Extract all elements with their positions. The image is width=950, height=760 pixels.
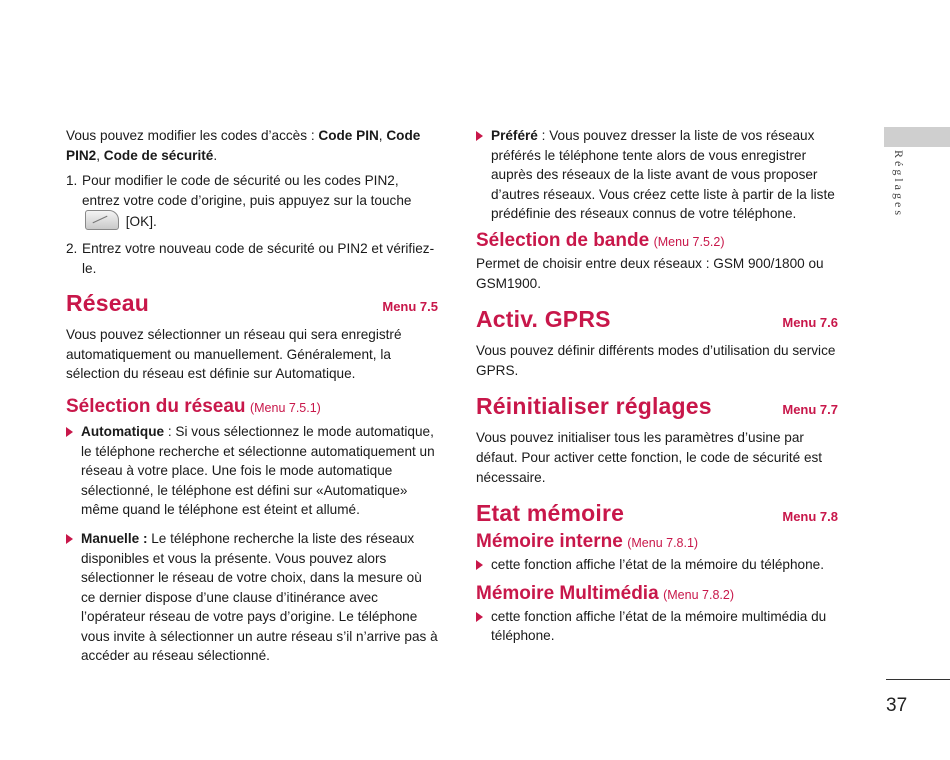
bullet-arrow-icon [66, 427, 73, 437]
selection-bande-description: Permet de choisir entre deux réseaux : GSM 900/1800 ou GSM1900. [476, 255, 824, 291]
reseau-description: Vous pouvez sélectionner un réseau qui sera enregistré automatiquement ou manuellement. Généralement, la sélection du réseau est définie sur Automatique. [66, 327, 402, 382]
bullet-automatique: Automatique : Si vous sélectionnez le mode automatique, le téléphone recherche et sélectionne automatiquement un réseau à votre place. Une fois le mode automatique sélectionné, le téléphone est défini sur «Automatique» même quand le téléphone est éteint et allumé. [66, 422, 438, 520]
left-column [66, 126, 438, 666]
bullet-memoire-interne: cette fonction affiche l’état de la mémoire du téléphone. [476, 555, 838, 575]
page-number: 37 [886, 695, 908, 716]
bullet-manuelle: Manuelle : Le téléphone recherche la liste des réseaux disponibles et vous la présente. Vous pouvez alors sélectionner le réseau de votre choix, dans la mesure où ce dernier dispose d’une clause d’itinérance avec l’opérateur réseau de votre pays d’origine. Le téléphone vous invite à sélectionner un autre réseau s’il n’arrive pas à accéder au réseau sélectionné. [66, 529, 438, 666]
code-pin2-label: Code PIN2 [66, 128, 421, 163]
subsection-heading-memoire-multimedia: Mémoire Multimédia (Menu 7.8.2) [476, 582, 734, 604]
section-heading-etat-memoire: Etat mémoire Menu 7.8 [476, 500, 838, 527]
subsection-heading-memoire-interne: Mémoire interne (Menu 7.8.1) [476, 531, 699, 553]
subsection-heading-selection-reseau: Sélection du réseau (Menu 7.5.1) [66, 395, 321, 417]
gprs-description: Vous pouvez définir différents modes d’utilisation du service GPRS. [476, 343, 836, 378]
reinitialiser-description: Vous pouvez initialiser tous les paramètres d’usine par défaut. Pour activer cette fonction, le code de sécurité est nécessaire. [476, 430, 823, 485]
bullet-arrow-icon [476, 560, 483, 570]
ok-softkey-icon [85, 210, 119, 230]
section-heading-reinitialiser: Réinitialiser réglages Menu 7.7 [476, 393, 838, 420]
subsection-heading-selection-bande: Sélection de bande (Menu 7.5.2) [476, 229, 725, 251]
chapter-tab [884, 127, 950, 147]
bullet-arrow-icon [476, 612, 483, 622]
code-securite-label: Code de sécurité [103, 147, 214, 163]
section-heading-gprs: Activ. GPRS Menu 7.6 [476, 306, 838, 333]
step-1: 1. Pour modifier le code de sécurité ou les codes PIN2, entrez votre code d’origine, puis appuyez sur la touche [OK]. [66, 173, 412, 230]
page-number-rule [886, 679, 950, 680]
chapter-label: Réglages [892, 150, 906, 218]
code-pin-label: Code PIN [318, 128, 379, 143]
bullet-arrow-icon [476, 131, 483, 141]
bullet-arrow-icon [66, 534, 73, 544]
step-2: 2. Entrez votre nouveau code de sécurité ou PIN2 et vérifiez-le. [66, 240, 435, 276]
section-heading-reseau: Réseau Menu 7.5 [66, 290, 438, 317]
intro-paragraph: Vous pouvez modifier les codes d’accès : Code PIN, Code PIN2, Code de sécurité. [66, 128, 421, 163]
bullet-prefere: Préféré : Vous pouvez dresser la liste de vos réseaux préférés le téléphone tente alors de vous enregistrer auprès des réseaux de la liste avant de vous proposer d’autres réseaux. Vous créez cette liste à partir de la liste prédéfinie des réseaux connus de votre téléphone. [476, 126, 838, 224]
right-column [476, 126, 838, 646]
bullet-memoire-multimedia: cette fonction affiche l’état de la mémoire multimédia du téléphone. [476, 607, 838, 646]
